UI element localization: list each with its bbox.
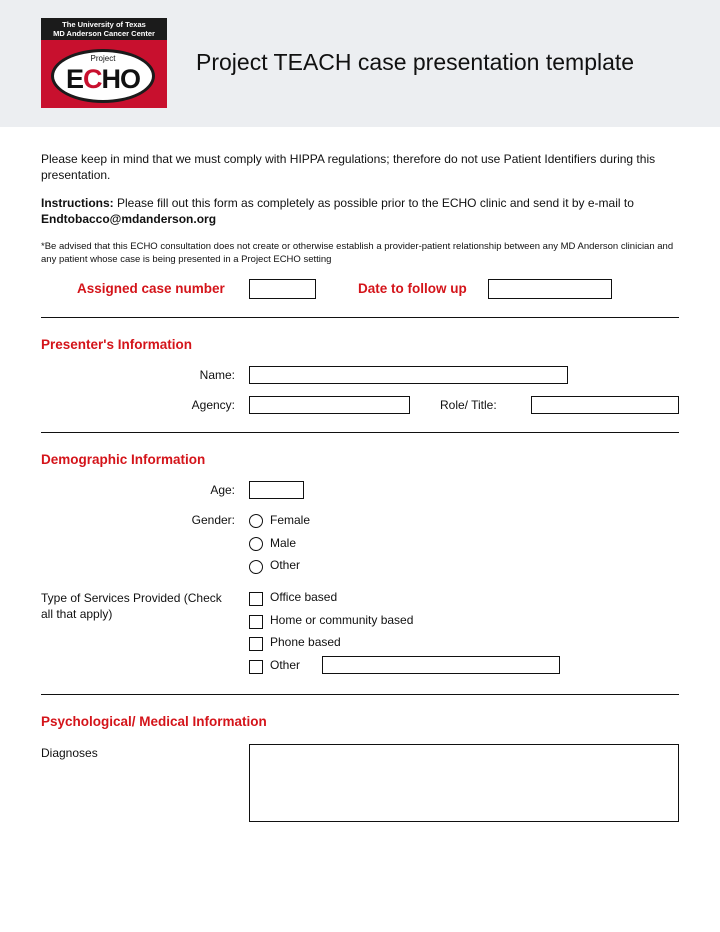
logo-line-2: MD Anderson Cancer Center [53,29,155,38]
service-option-label: Other [270,658,301,672]
gender-label: Gender: [191,513,235,527]
service-option-label: Phone based [270,635,341,649]
logo-line-1: The University of Texas [62,20,146,29]
section-divider [41,432,679,433]
name-label: Name: [199,368,235,382]
phone-based-checkbox[interactable] [249,637,263,651]
name-input[interactable] [249,366,568,384]
other-service-input[interactable] [322,656,560,674]
instructions-text: Please fill out this form as completely as possible prior to the ECHO clinic and send it by e-mail to [113,196,634,210]
gender-male-radio[interactable] [249,537,263,551]
gender-option-label: Female [270,513,311,527]
office-based-checkbox[interactable] [249,592,263,606]
demographic-info-heading: Demographic Information [41,452,206,467]
services-provided-label: Type of Services Provided (Check all that apply) [41,591,222,621]
date-to-follow-up-label: Date to follow up [358,281,467,296]
service-option-label: Office based [270,590,338,604]
age-input[interactable] [249,481,304,499]
contact-email[interactable]: Endtobacco@mdanderson.org [41,212,217,226]
logo-institution-text [41,18,167,40]
medical-info-heading: Psychological/ Medical Information [41,714,267,729]
date-to-follow-up-input[interactable] [488,279,612,299]
agency-input[interactable] [249,396,410,414]
hipaa-notice: Please keep in mind that we must comply with HIPPA regulations; therefore do not use Patient Identifiers during this presentation. [41,152,656,182]
age-label: Age: [210,483,235,497]
role-title-input[interactable] [531,396,679,414]
gender-option-label: Other [270,558,301,572]
agency-label: Agency: [191,398,235,412]
page-title: Project TEACH case presentation template [196,49,635,75]
presenter-info-heading: Presenter's Information [41,337,192,352]
logo-project-text: Project [90,54,116,63]
gender-other-radio[interactable] [249,560,263,574]
assigned-case-number-label: Assigned case number [77,281,225,296]
instructions-label: Instructions: [41,196,114,210]
header-band [0,0,720,127]
service-option-label: Home or community based [270,613,414,627]
gender-option-label: Male [270,536,297,550]
instructions-paragraph [41,195,681,227]
diagnoses-label: Diagnoses [41,746,98,760]
role-title-label: Role/ Title: [440,398,497,412]
section-divider [41,317,679,318]
home-community-based-checkbox[interactable] [249,615,263,629]
gender-female-radio[interactable] [249,514,263,528]
logo-echo-text: ECHO [65,64,140,94]
other-service-checkbox[interactable] [249,660,263,674]
diagnoses-textarea[interactable] [249,744,679,822]
disclaimer-text: *Be advised that this ECHO consultation does not create or otherwise establish a provider-patient relationship between any MD Anderson clinician and any patient whose case is being presented in a Project ECHO setting [41,241,674,265]
assigned-case-number-input[interactable] [249,279,316,299]
md-anderson-echo-logo [41,18,167,108]
section-divider [41,694,679,695]
